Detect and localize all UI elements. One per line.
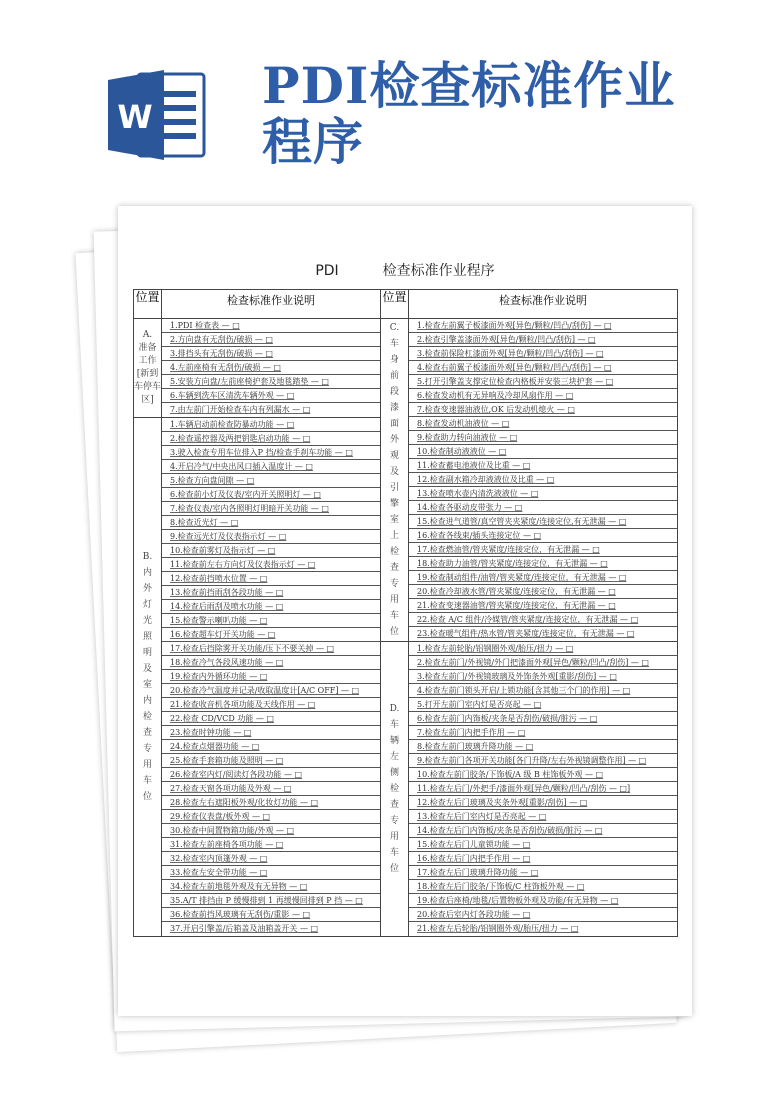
checklist-item: 15.检查左后门儿童锁功能 — □ <box>409 838 677 852</box>
checklist-item: 9.检查左前门各项开关功能[各门升降/左右外视镜调整作用] — □ <box>409 754 677 768</box>
checklist-item: 8.检查近光灯 — □ <box>162 516 380 530</box>
doc-title-right: 检查标准作业程序 <box>382 263 495 279</box>
page-title: PDI检查标准作业程序 <box>262 56 676 171</box>
document-title <box>118 260 692 280</box>
checklist-item: 16.检查左后门内把手作用 — □ <box>409 852 677 866</box>
checklist-item: 12.检查前挡喷水位置 — □ <box>162 572 380 586</box>
checklist-item: 5.打开引擎盖支撑定位检查内格板并安装三块护套 — □ <box>409 375 677 389</box>
checklist-item: 3.检查左前门/外视镜玻璃及外饰条外观[重影/刮伤] — □ <box>409 670 677 684</box>
checklist-item: 7.检查左前门内把手作用 — □ <box>409 726 677 740</box>
checklist-item: 20.检查冷却液水管/管夹紧度/连接定位，有无泄漏 — □ <box>409 585 677 599</box>
checklist-item: 28.检查左右遮阳板外观/化妆灯功能 — □ <box>162 796 380 810</box>
checklist-item: 7.由左前门开始检查车内有列漏水 — □ <box>170 405 311 414</box>
checklist-item: 1.PDI 检查表 — □ <box>162 319 380 333</box>
checklist-item: 10.检查前雾灯及指示灯 — □ <box>162 544 380 558</box>
checklist-item: 33.检查左安全带功能 — □ <box>162 866 380 880</box>
checklist-item: 3.驶入检查专用车位排入P 挡/检查手刹车功能 — □ <box>162 446 380 460</box>
checklist-item: 1.检查左前翼子板漆面外观[异色/颗粒/凹凸/刮伤] — □ <box>409 319 677 333</box>
checklist-item: 34.检查左前地毯外观及有无异物 — □ <box>162 880 380 894</box>
checklist-item: 9.检查远光灯及仪表指示灯 — □ <box>162 530 380 544</box>
checklist-item: 16.检查超车灯开关功能 — □ <box>162 628 380 642</box>
checklist-item: 14.检查后雨刮及喷水功能 — □ <box>162 600 380 614</box>
checklist-item: 2.检查遥控器及两把钥匙启动功能 — □ <box>162 432 380 446</box>
checklist-item: 6.检查前小灯及仪表/室内开关照明灯 — □ <box>162 488 380 502</box>
checklist-item: 22.检查 A/C 组件/冷媒管/管夹紧度/连接定位，有无泄漏 — □ <box>409 613 677 627</box>
section <box>381 642 677 936</box>
checklist-item: 8.检查发动机油液位 — □ <box>409 417 677 431</box>
checklist-item: 30.检查中间置物箱功能/外观 — □ <box>162 824 380 838</box>
doc-title-left: PDI <box>315 263 339 279</box>
section-label: B. 内 外 灯 光 照 明 及 室 内 检 查 专 用 车 位 <box>134 418 162 936</box>
checklist-item: 1.检查左前轮胎/铝钢圈外观/胎压/扭力 — □ <box>409 642 677 656</box>
checklist-item: 29.检查仪表盘/板外观 — □ <box>162 810 380 824</box>
checklist-item: 25.检查手套箱功能及照明 — □ <box>162 754 380 768</box>
checklist-item: 6.车辆到洗车区清洗车辆外观 — □ <box>162 389 380 403</box>
section <box>381 319 677 642</box>
checklist-item: 10.检查制动液液位 — □ <box>409 445 677 459</box>
checklist-item: 4.检查左前门锁头开启/上锁功能[含其他三个门的作用] — □ <box>409 684 677 698</box>
checklist-item: 19.检查制动组件/油管/管夹紧度/连接定位，有无泄漏 — □ <box>409 571 677 585</box>
checklist-item: 6.检查左前门内饰板/夹条是否刮伤/破损/脏污 — □ <box>409 712 677 726</box>
checklist-item: 21.检查收音机各项功能及天线作用 — □ <box>162 698 380 712</box>
svg-text:W: W <box>117 98 153 136</box>
checklist-item: 11.检查左后门/外把手/漆面外观[异色/颗粒/凹凸/刮伤 — □] <box>409 782 677 796</box>
checklist-item: 1.车辆启动前检查防暴动功能 — □ <box>162 418 380 432</box>
checklist-item: 36.检查前挡风玻璃有无刮伤/重影 — □ <box>162 908 380 922</box>
checklist-item: 4.检查右前翼子板漆面外观[异色/颗粒/凹凸/刮伤] — □ <box>409 361 677 375</box>
col-pos-header: 位置 <box>381 290 409 318</box>
checklist-item: 9.检查助力转向油液位 — □ <box>409 431 677 445</box>
checklist-item: 21.检查变速器油管/管夹紧度/连接定位，有无泄漏 — □ <box>409 599 677 613</box>
section-label: C. 车 身 前 段 漆 面 外 观 及 引 擎 室 上 检 查 专 用 车 位 <box>381 319 409 641</box>
checklist-item: 12.检查副水箱冷却液液位及比重 — □ <box>409 473 677 487</box>
checklist-item: 37.开启引擎盖/后箱盖及油箱盖开关 — □ <box>170 924 319 933</box>
checklist-item: 19.检查内外循环功能 — □ <box>162 670 380 684</box>
checklist-item: 16.检查各线束/插头连接定位 — □ <box>409 529 677 543</box>
checklist-item: 18.检查左后门胶条/下饰板/C 柱饰板外观 — □ <box>409 880 677 894</box>
col-pos-header: 位置 <box>134 290 162 318</box>
checklist-item: 7.检查变速器油液位,OK 后发动机熄火 — □ <box>409 403 677 417</box>
checklist-item: 24.检查点烟器功能 — □ <box>162 740 380 754</box>
checklist-item: 14.检查各驱动皮带张力 — □ <box>409 501 677 515</box>
checklist-item: 23.检查时钟功能 — □ <box>162 726 380 740</box>
checklist-item: 19.检查后座椅/地毯/后置物板外观及功能/有无异物 — □ <box>409 894 677 908</box>
checklist-item: 21.检查左后轮胎/铝钢圈外观/胎压/扭力 — □ <box>417 924 579 933</box>
checklist-item: 11.检查前左右方向灯及仪表指示灯 — □ <box>162 558 380 572</box>
checklist-item: 13.检查左后门室内灯是否亮起 — □ <box>409 810 677 824</box>
section <box>134 418 380 936</box>
checklist-item: 3.排挡头有无刮伤/破损 — □ <box>162 347 380 361</box>
checklist-item: 5.检查方向盘间隙 — □ <box>162 474 380 488</box>
checklist-item: 8.检查左前门玻璃升降功能 — □ <box>409 740 677 754</box>
checklist-item: 17.检查左后门玻璃升降功能 — □ <box>409 866 677 880</box>
section <box>134 319 380 418</box>
checklist-item: 18.检查助力油管/管夹紧度/连接定位，有无泄漏 — □ <box>409 557 677 571</box>
checklist-item: 31.检查左前座椅各项功能 — □ <box>162 838 380 852</box>
col-desc-header: 检查标准作业说明 <box>227 294 315 307</box>
section-label: A. 准备 工作 [新到车停车区] <box>134 319 162 417</box>
checklist-table-left <box>133 289 381 937</box>
checklist-item: 26.检查室内灯/阅读灯各段功能 — □ <box>162 768 380 782</box>
checklist-item: 17.检查后挡除雾开关功能/压下不要关掉 — □ <box>162 642 380 656</box>
word-logo-icon <box>108 68 206 162</box>
section-label: D. 车 辆 左 侧 检 查 专 用 车 位 <box>381 642 409 936</box>
checklist-item: 20.检查冷气温度并记录/收取温度计[A/C OFF] — □ <box>162 684 380 698</box>
checklist-item: 22.检查 CD/VCD 功能 — □ <box>162 712 380 726</box>
checklist-item: 23.检查暖气组件/热水管/管夹紧度/连接定位，有无泄漏 — □ <box>417 629 635 638</box>
checklist-item: 35.A/T 排挡由 P 缓慢排到 1 再缓慢回排到 P 挡 — □ <box>162 894 380 908</box>
checklist-item: 32.检查室内顶篷外观 — □ <box>162 852 380 866</box>
checklist-item: 7.检查仪表/室内各照明灯明暗开关功能 — □ <box>162 502 380 516</box>
checklist-item: 4.开启冷气/中央出风口插入温度计 — □ <box>162 460 380 474</box>
checklist-item: 18.检查冷气各段风速功能 — □ <box>162 656 380 670</box>
checklist-item: 2.检查引擎盖漆面外观[异色/颗粒/凹凸/刮伤] — □ <box>409 333 677 347</box>
checklist-item: 20.检查后室内灯各段功能 — □ <box>409 908 677 922</box>
checklist-item: 15.检查进气道管/真空管夹夹紧度/连接定位,有无泄漏 — □ <box>409 515 677 529</box>
col-desc-header: 检查标准作业说明 <box>499 294 587 307</box>
checklist-item: 17.检查燃油管/管夹紧度/连接定位，有无泄漏 — □ <box>409 543 677 557</box>
checklist-item: 14.检查左后门内饰板/夹条是否刮伤/破损/脏污 — □ <box>409 824 677 838</box>
checklist-item: 10.检查左前门胶条/下饰板/A 级 B 柱饰板外观 — □ <box>409 768 677 782</box>
checklist-item: 12.检查左后门玻璃及夹条外观[重影/刮伤] — □ <box>409 796 677 810</box>
checklist-item: 13.检查前挡雨刮各段功能 — □ <box>162 586 380 600</box>
checklist-item: 5.打开左前门室内灯是否亮起 — □ <box>409 698 677 712</box>
checklist-item: 6.检查发动机有无异响及冷却风扇作用 — □ <box>409 389 677 403</box>
checklist-table-right <box>380 289 678 937</box>
checklist-item: 11.检查蓄电池液位及比重 — □ <box>409 459 677 473</box>
checklist-item: 2.检查左前门/外视镜/外门把漆面外观[异色/颗粒/凹凸/刮伤] — □ <box>409 656 677 670</box>
checklist-item: 27.检查天窗各项功能及外观 — □ <box>162 782 380 796</box>
checklist-item: 4.左前座椅有无刮伤/破损 — □ <box>162 361 380 375</box>
checklist-item: 5.安装方向盘/左前座椅护套及地毯踏垫 — □ <box>162 375 380 389</box>
checklist-item: 3.检查前保险杠漆面外观[异色/颗粒/凹凸/刮伤] — □ <box>409 347 677 361</box>
checklist-item: 15.检查警示喇叭功能 — □ <box>162 614 380 628</box>
checklist-item: 2.方向盘有无刮伤/破损 — □ <box>162 333 380 347</box>
checklist-item: 13.检查喷水壶内清洗液液位 — □ <box>409 487 677 501</box>
